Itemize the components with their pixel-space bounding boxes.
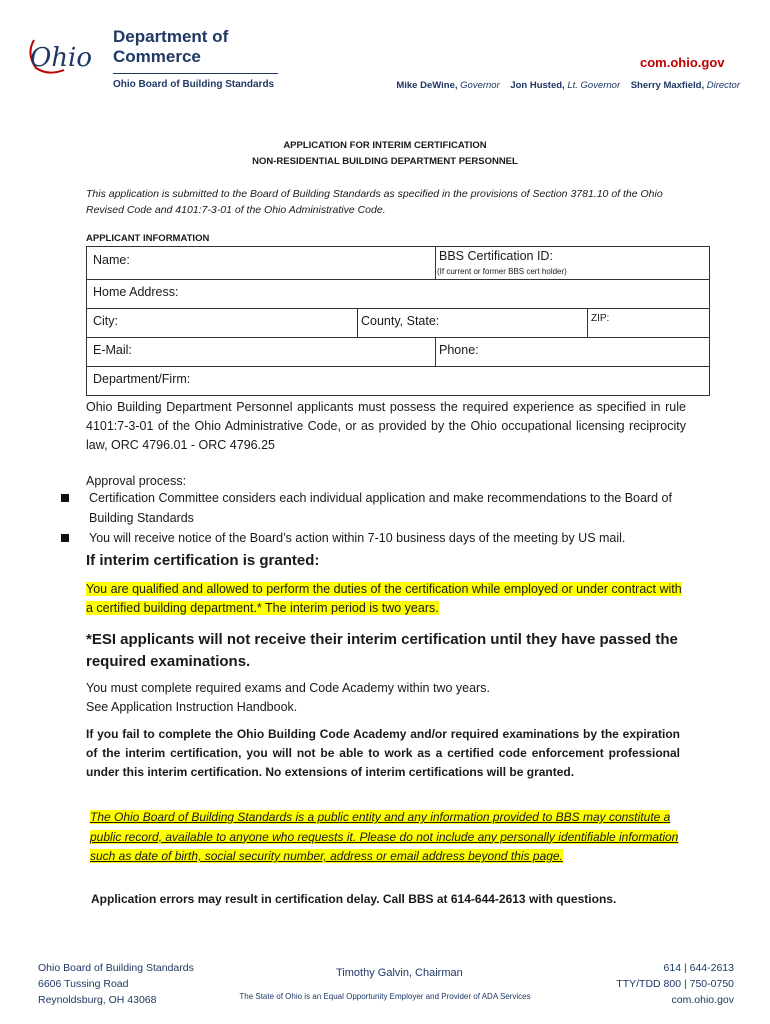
- website-link[interactable]: com.ohio.gov: [640, 55, 725, 70]
- applicant-form: [86, 246, 710, 396]
- applicant-heading: APPLICANT INFORMATION: [86, 233, 210, 244]
- department-title: Department of Commerce: [113, 27, 229, 66]
- granted-text: You are qualified and allowed to perform the duties of the certification while employed or under contract with a certified building department.* The interim period is two years.: [86, 582, 682, 615]
- county-state-field[interactable]: County, State:: [361, 314, 440, 328]
- board-name: Ohio Board of Building Standards: [113, 79, 275, 90]
- bullet-icon: [61, 534, 69, 542]
- form-title: APPLICATION FOR INTERIM CERTIFICATION: [283, 140, 487, 151]
- logo-text: Ohio: [30, 43, 93, 73]
- department-field[interactable]: Department/Firm:: [93, 372, 191, 386]
- footer-equal-opportunity: The State of Ohio is an Equal Opportunity Employer and Provider of ADA Services: [239, 992, 531, 1001]
- email-field[interactable]: E-Mail:: [93, 343, 132, 357]
- esi-heading: *ESI applicants will not receive their interim certification until they have passed the required examinations.: [86, 631, 678, 670]
- esi-line1: You must complete required exams and Code Academy within two years.: [86, 681, 490, 695]
- ohio-logo: [24, 30, 106, 78]
- granted-heading: If interim certification is granted:: [86, 552, 320, 569]
- officials-line: Mike DeWine, Governor Jon Husted, Lt. Governor Sherry Maxfield, Director: [396, 80, 740, 91]
- experience-text: Ohio Building Department Personnel applicants must possess the required experience as specified in rule 4101:7-3-01 of the Ohio Administrative Code, or as provided by the Ohio occupational licensing reciprocity law, ORC 4796.01 - ORC 4796.25: [86, 400, 686, 452]
- bbs-id-field[interactable]: BBS Certification ID:: [439, 249, 553, 263]
- list-item: You will receive notice of the Board’s action within 7-10 business days of the meeting by US mail.: [58, 529, 688, 549]
- footer-contact: 614 | 644-2613 TTY/TDD 800 | 750-0750 com.ohio.gov: [616, 962, 734, 1006]
- city-field[interactable]: City:: [93, 314, 118, 328]
- name-field[interactable]: Name:: [93, 253, 130, 267]
- errors-notice: Application errors may result in certification delay. Call BBS at 614-644-2613 with questions.: [91, 892, 617, 906]
- divider: [113, 73, 278, 74]
- home-address-field[interactable]: Home Address:: [93, 285, 179, 299]
- list-item: Certification Committee considers each individual application and make recommendations to the Board of Building Standards: [58, 489, 688, 528]
- public-record-notice: The Ohio Board of Building Standards is a public entity and any information provided to BBS may constitute a public record, available to anyone who requests it. Please do not include any personally identifiable information such as date of birth, social security number, address or email address beyond this page.: [90, 810, 679, 863]
- bullet-icon: [61, 494, 69, 502]
- bbs-id-note: (If current or former BBS cert holder): [437, 267, 567, 276]
- esi-line2: See Application Instruction Handbook.: [86, 700, 298, 714]
- footer-chairman: Timothy Galvin, Chairman: [336, 967, 463, 979]
- zip-field[interactable]: ZIP:: [591, 313, 610, 324]
- footer-address: Ohio Board of Building Standards 6606 Tussing Road Reynoldsburg, OH 43068: [38, 962, 194, 1006]
- warning-text: If you fail to complete the Ohio Building Code Academy and/or required examinations by the expiration of the interim certification, you will not be able to work as a certified code enforcement professional under this interim certification. No extensions of interim certifications will be granted.: [86, 727, 680, 779]
- intro-text: This application is submitted to the Board of Building Standards as specified in the provisions of Section 3781.10 of the Ohio Revised Code and 4101:7-3-01 of the Ohio Administrative Code.: [86, 188, 663, 216]
- form-subtitle: NON-RESIDENTIAL BUILDING DEPARTMENT PERSONNEL: [252, 156, 518, 167]
- approval-heading: Approval process:: [86, 474, 187, 488]
- phone-field[interactable]: Phone:: [439, 343, 479, 357]
- approval-list: [58, 489, 688, 550]
